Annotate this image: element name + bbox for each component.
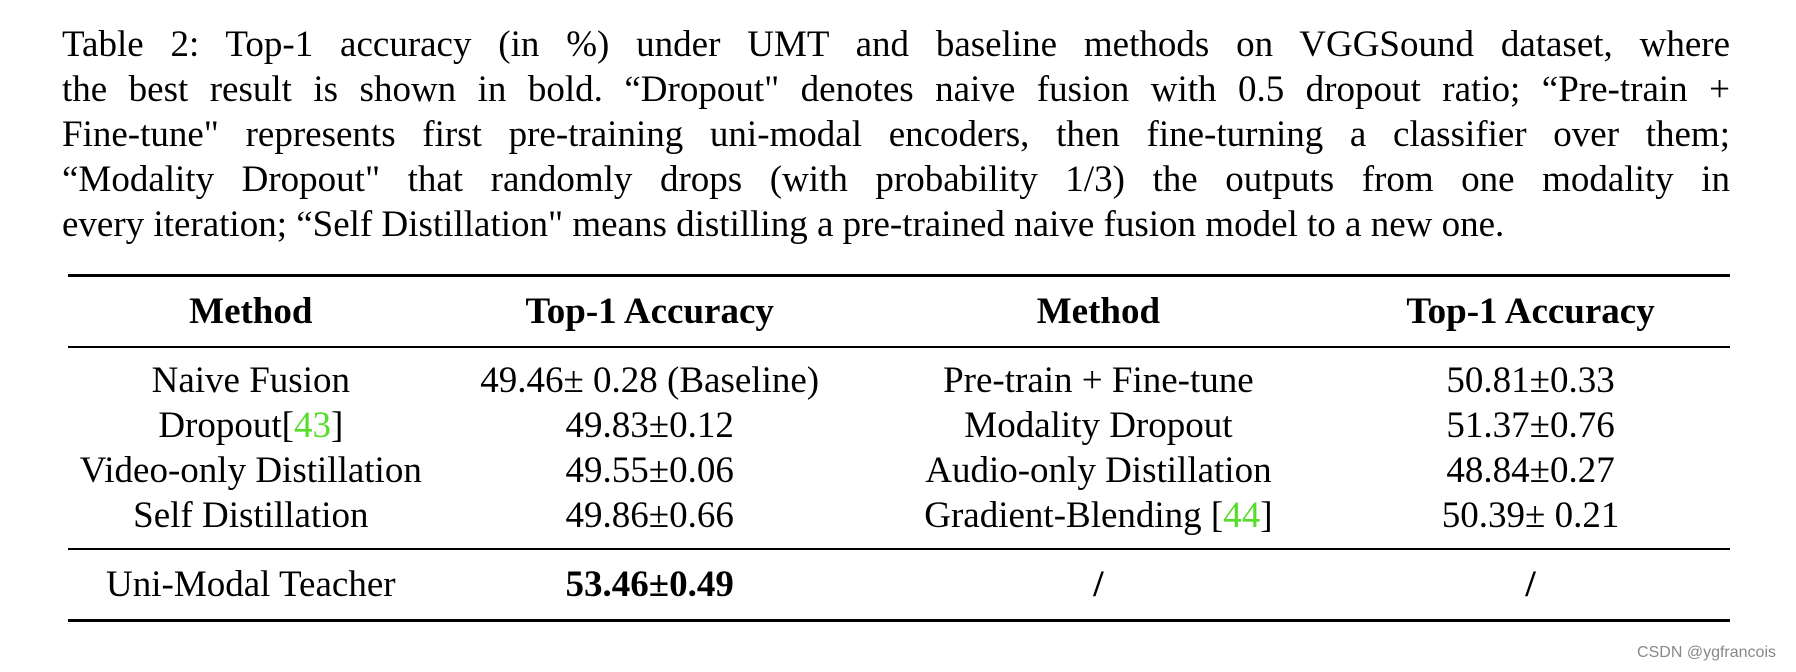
left-method-cell — [68, 403, 434, 448]
right-accuracy-cell: 50.39± 0.21 — [1441, 495, 1620, 536]
method-name: Video-only Distillation — [79, 450, 422, 491]
left-accuracy-cell: 49.55±0.06 — [565, 450, 734, 491]
left-accuracy-cell: 49.46± 0.28 (Baseline) — [480, 360, 820, 401]
table-row — [68, 347, 1730, 403]
table-row — [68, 448, 1730, 493]
header-accuracy-right: Top-1 Accuracy — [1406, 291, 1655, 332]
right-accuracy-cell: 48.84±0.27 — [1446, 450, 1615, 491]
final-right-accuracy-cell: / — [1525, 564, 1536, 605]
table-row — [68, 493, 1730, 549]
caption-line-1: Table 2: Top-1 accuracy (in %) under UMT and baseline methods on VGGSound dataset, where — [62, 24, 1730, 65]
header-accuracy-left: Top-1 Accuracy — [525, 291, 774, 332]
left-method-cell — [68, 448, 434, 493]
right-accuracy-cell: 51.37±0.76 — [1446, 405, 1615, 446]
right-method-cell — [866, 403, 1331, 448]
caption-line-5: every iteration; “Self Distillation" means distilling a pre-trained naive fusion model to a new one. — [62, 204, 1505, 245]
method-name: Gradient-Blending [ — [924, 495, 1224, 536]
watermark: CSDN @ygfrancois — [1637, 644, 1776, 661]
table-header-row — [68, 276, 1730, 348]
table-caption — [62, 22, 1730, 247]
left-method-cell — [68, 493, 434, 549]
citation-link[interactable]: 43 — [293, 405, 331, 446]
method-name: Modality Dropout — [964, 405, 1233, 446]
results-table — [68, 274, 1730, 622]
caption-line-2: the best result is shown in bold. “Dropout" denotes naive fusion with 0.5 dropout ratio; “Pre-train + — [62, 69, 1730, 110]
left-accuracy-cell: 49.83±0.12 — [565, 405, 734, 446]
table-row-final — [68, 549, 1730, 621]
right-method-cell — [866, 448, 1331, 493]
citation-bracket: ] — [330, 405, 344, 446]
left-accuracy-cell: 49.86±0.66 — [565, 495, 734, 536]
header-method-right: Method — [1036, 291, 1161, 332]
method-name: Audio-only Distillation — [925, 450, 1272, 491]
results-table-container — [68, 274, 1730, 622]
citation-bracket: ] — [1260, 495, 1273, 536]
method-name: Naive Fusion — [151, 360, 350, 401]
final-left-accuracy-cell: 53.46±0.49 — [565, 564, 734, 605]
right-accuracy-cell: 50.81±0.33 — [1446, 360, 1615, 401]
header-method-left: Method — [189, 291, 313, 332]
final-left-method-cell: Uni-Modal Teacher — [106, 564, 396, 605]
method-name: Self Distillation — [133, 495, 369, 536]
left-method-cell — [68, 347, 434, 403]
caption-line-4: “Modality Dropout" that randomly drops (with probability 1/3) the outputs from one modality in — [62, 159, 1730, 200]
method-name: Dropout[ — [158, 405, 294, 446]
final-right-method-cell: / — [1093, 564, 1104, 605]
right-method-cell — [866, 493, 1331, 549]
citation-link[interactable]: 44 — [1223, 495, 1261, 536]
method-name: Pre-train + Fine-tune — [943, 360, 1254, 401]
table-row — [68, 403, 1730, 448]
right-method-cell — [866, 347, 1331, 403]
caption-line-3: Fine-tune" represents first pre-training uni-modal encoders, then fine-turning a classifier over them; — [62, 114, 1730, 155]
